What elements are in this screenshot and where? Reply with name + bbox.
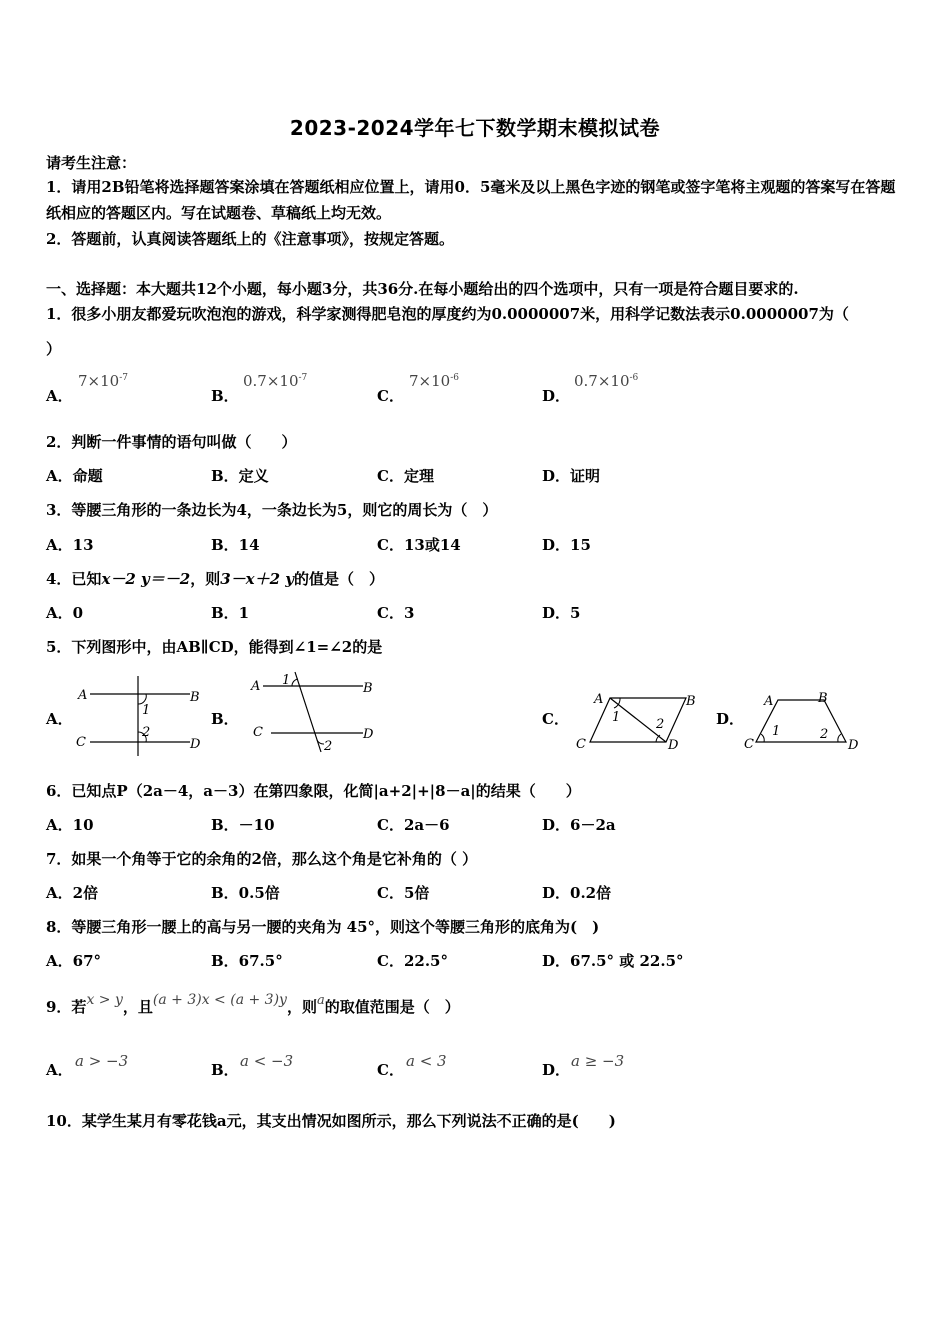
q2-option-b: B．定义: [211, 467, 269, 485]
q5-figure-d: [742, 688, 872, 752]
q5d-label-d: D: [848, 738, 859, 752]
q1-option-b-label: B．: [211, 387, 239, 405]
q9-option-a-label: A．: [46, 1061, 73, 1079]
q5b-angle-2: 2: [324, 739, 333, 754]
q5-figure-b: [245, 668, 385, 758]
q9-option-d-value: a ≥ −3: [571, 1052, 625, 1070]
q4-option-d: D．5: [542, 604, 581, 622]
q7-option-b: B．0.5倍: [211, 884, 280, 902]
page-title: 2023-2024学年七下数学期末模拟试卷: [289, 116, 661, 140]
q5b-label-c: C: [253, 725, 263, 740]
q7-option-d: D．0.2倍: [542, 884, 612, 902]
q7-stem: 7．如果一个角等于它的余角的2倍，那么这个角是它补角的（ ）: [46, 850, 478, 868]
q5c-angle-2: 2: [656, 717, 665, 732]
q1-option-b-value: $0.7\times 10^{-7}$: [243, 372, 308, 390]
q5a-label-b: B: [190, 690, 200, 705]
q1-option-d-label: D．: [542, 387, 571, 405]
q5d-angle-1: 1: [772, 724, 781, 739]
q6-option-d: D．6－2a: [542, 816, 616, 834]
q5c-label-c: C: [576, 737, 586, 752]
q4-stem: 4．已知x－2 y＝－2，则3－x＋2 y的值是（ ）: [46, 570, 384, 588]
q3-option-d: D．15: [542, 536, 591, 554]
q5-option-a-label: A．: [46, 710, 73, 728]
q9-stem: 9．若x > y，且(a + 3)x < (a + 3)y，则a的取值范围是（ ）: [46, 992, 460, 1016]
q1-option-a-value: $7\times 10^{-7}$: [78, 372, 128, 390]
q5c-label-a: A: [594, 692, 604, 707]
q1-option-c-label: C．: [377, 387, 404, 405]
q5a-angle-1: 1: [142, 703, 151, 718]
q9-option-c-value: a < 3: [406, 1052, 447, 1070]
q9-math-1: x > y: [86, 992, 123, 1008]
q7-option-a: A．2倍: [46, 884, 99, 902]
q5c-label-d: D: [668, 738, 679, 752]
q5c-label-b: B: [686, 694, 696, 709]
q1-option-c-value: $7\times 10^{-6}$: [409, 372, 459, 390]
q5-figure-c: [572, 688, 702, 752]
q5d-label-c: C: [744, 737, 754, 752]
q5a-angle-2: 2: [142, 725, 151, 740]
q5-stem: 5．下列图形中，由AB∥CD，能得到∠1=∠2的是: [46, 638, 383, 656]
q5a-label-d: D: [190, 737, 201, 752]
q8-option-d: D．67.5° 或 22.5°: [542, 952, 684, 970]
section-heading: 一、选择题：本大题共12个小题，每小题3分，共36分.在每小题给出的四个选项中，只有一项是符合题目要求的.: [46, 280, 799, 298]
q9-option-a-value: a > −3: [75, 1052, 129, 1070]
q6-option-a: A．10: [46, 816, 94, 834]
q1-stem-end: ）: [46, 340, 62, 358]
q3-option-a: A．13: [46, 536, 94, 554]
q5c-angle-1: 1: [612, 710, 621, 725]
q7-option-c: C．5倍: [377, 884, 430, 902]
q9-option-b-value: a < −3: [240, 1052, 294, 1070]
q4-option-c: C．3: [377, 604, 415, 622]
q5a-label-c: C: [76, 735, 86, 750]
q1-option-d-value: $0.7\times 10^{-6}$: [574, 372, 639, 390]
q6-option-c: C．2a－6: [377, 816, 450, 834]
q9-option-d-label: D．: [542, 1061, 571, 1079]
q9-option-c-label: C．: [377, 1061, 404, 1079]
q5d-angle-2: 2: [820, 727, 829, 742]
q5-option-d-label: D．: [716, 710, 745, 728]
notice-heading: 请考生注意：: [46, 154, 137, 172]
q5b-angle-1: 1: [282, 673, 291, 688]
q9-math-2: (a + 3)x < (a + 3)y: [152, 992, 287, 1008]
q3-option-c: C．13或14: [377, 536, 461, 554]
q2-stem: 2．判断一件事情的语句叫做（ ）: [46, 433, 297, 451]
q8-option-c: C．22.5°: [377, 952, 448, 970]
notice-item-1: 1．请用2B铅笔将选择题答案涂填在答题纸相应位置上，请用0．5毫米及以上黑色字迹的钢笔或签字笔将主观题的答案写在答题纸相应的答题区内。写在试题卷、草稿纸上均无效。: [46, 178, 896, 222]
q1-option-a-label: A．: [46, 387, 73, 405]
q6-stem: 6．已知点P（2a－4，a－3）在第四象限，化简|a+2|+|8－a|的结果（ ）: [46, 782, 581, 800]
q2-option-d: D．证明: [542, 467, 601, 485]
q9-math-3: a: [316, 993, 325, 1008]
q5-option-c-label: C．: [542, 710, 569, 728]
q3-stem: 3．等腰三角形的一条边长为4，一条边长为5，则它的周长为（ ）: [46, 501, 498, 519]
q8-option-a: A．67°: [46, 952, 102, 970]
q4-option-b: B．1: [211, 604, 250, 622]
q5-figure-a: [72, 670, 212, 760]
q5b-label-d: D: [363, 727, 374, 742]
q2-option-a: A．命题: [46, 467, 103, 485]
q3-option-b: B．14: [211, 536, 260, 554]
q5b-label-a: A: [251, 679, 261, 694]
q8-option-b: B．67.5°: [211, 952, 283, 970]
q5d-label-b: B: [818, 691, 828, 706]
q10-stem: 10．某学生某月有零花钱a元，其支出情况如图所示，那么下列说法不正确的是( ): [46, 1112, 616, 1130]
q5b-label-b: B: [363, 681, 373, 696]
q2-option-c: C．定理: [377, 467, 434, 485]
notice-item-2: 2．答题前，认真阅读答题纸上的《注意事项》，按规定答题。: [46, 230, 454, 248]
q5d-label-a: A: [764, 694, 774, 709]
q5-option-b-label: B．: [211, 710, 239, 728]
q1-stem: 1．很多小朋友都爱玩吹泡泡的游戏，科学家测得肥皂泡的厚度约为0.0000007米，用科学记数法表示0.0000007为（: [46, 305, 849, 323]
q4-option-a: A．0: [46, 604, 84, 622]
q5a-label-a: A: [78, 688, 88, 703]
q9-option-b-label: B．: [211, 1061, 239, 1079]
q8-stem: 8．等腰三角形一腰上的高与另一腰的夹角为 45°，则这个等腰三角形的底角为( ): [46, 918, 600, 936]
q6-option-b: B．－10: [211, 816, 275, 834]
